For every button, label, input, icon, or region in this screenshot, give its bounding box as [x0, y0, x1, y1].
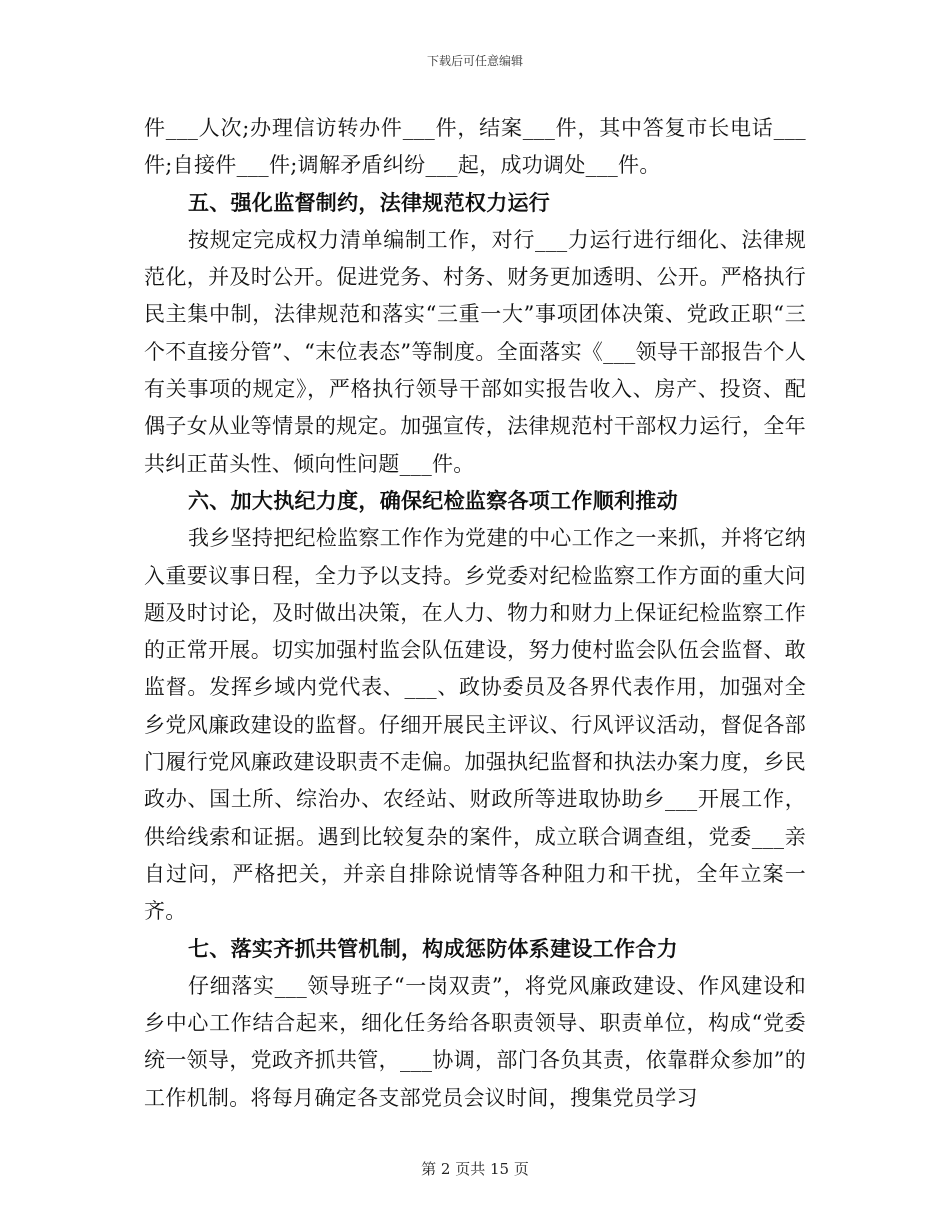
section-heading-6: 六、加大执纪力度，确保纪检监察各项工作顺利推动 — [188, 488, 678, 513]
section-heading-7: 七、落实齐抓共管机制，构成惩防体系建设工作合力 — [188, 936, 678, 961]
section-heading-5: 五、强化监督制约，法律规范权力运行 — [188, 190, 551, 215]
page-footer: 第 2 页共 15 页 — [421, 1160, 529, 1178]
paragraph-section-7: 仔细落实___领导班子“一岗双责”，将党风廉政建设、作风建设和乡中心工作结合起来，细化任务给各职责领导、职责单位，构成“党委统一领导，党政齐抓共管，___协调，部门各负其责，依靠群众参加”的工作机制。将每月确定各支部党员会议时间，搜集党员学习 — [144, 973, 806, 1110]
paragraph-section-6: 我乡坚持把纪检监察工作作为党建的中心工作之一来抓，并将它纳入重要议事日程，全力予以支持。乡党委对纪检监察工作方面的重大问题及时讨论，及时做出决策，在人力、物力和财力上保证纪检监察工作的正常开展。切实加强村监会队伍建设，努力使村监会队伍会监督、敢监督。发挥乡域内党代表、___、政协委员及各界代表作用，加强对全乡党风廉政建设的监督。仔细开展民主评议、行风评议活动，督促各部门履行党风廉政建设职责不走偏。加强执纪监督和执法办案力度，乡民政办、国土所、综治办、农经站、财政所等进取协助乡___开展工作，供给线索和证据。遇到比较复杂的案件，成立联合调查组，党委___亲自过问，严格把关，并亲自排除说情等各种阻力和干扰，全年立案一齐。 — [144, 526, 806, 924]
paragraph-continued: 件___人次;办理信访转办件___件，结案___件，其中答复市长电话___件;自接件___件;调解矛盾纠纷___起，成功调处___件。 — [144, 116, 806, 178]
document-body — [144, 110, 806, 1117]
paragraph-section-5: 按规定完成权力清单编制工作，对行___力运行进行细化、法律规范化，并及时公开。促进党务、村务、财务更加透明、公开。严格执行民主集中制，法律规范和落实“三重一大”事项团体决策、党政正职“三个不直接分管”、“末位表态”等制度。全面落实《___领导干部报告个人有关事项的规定》，严格执行领导干部如实报告收入、房产、投资、配偶子女从业等情景的规定。加强宣传，法律规范村干部权力运行，全年共纠正苗头性、倾向性问题___件。 — [144, 227, 806, 476]
page-header: 下载后可任意编辑 — [426, 54, 523, 68]
